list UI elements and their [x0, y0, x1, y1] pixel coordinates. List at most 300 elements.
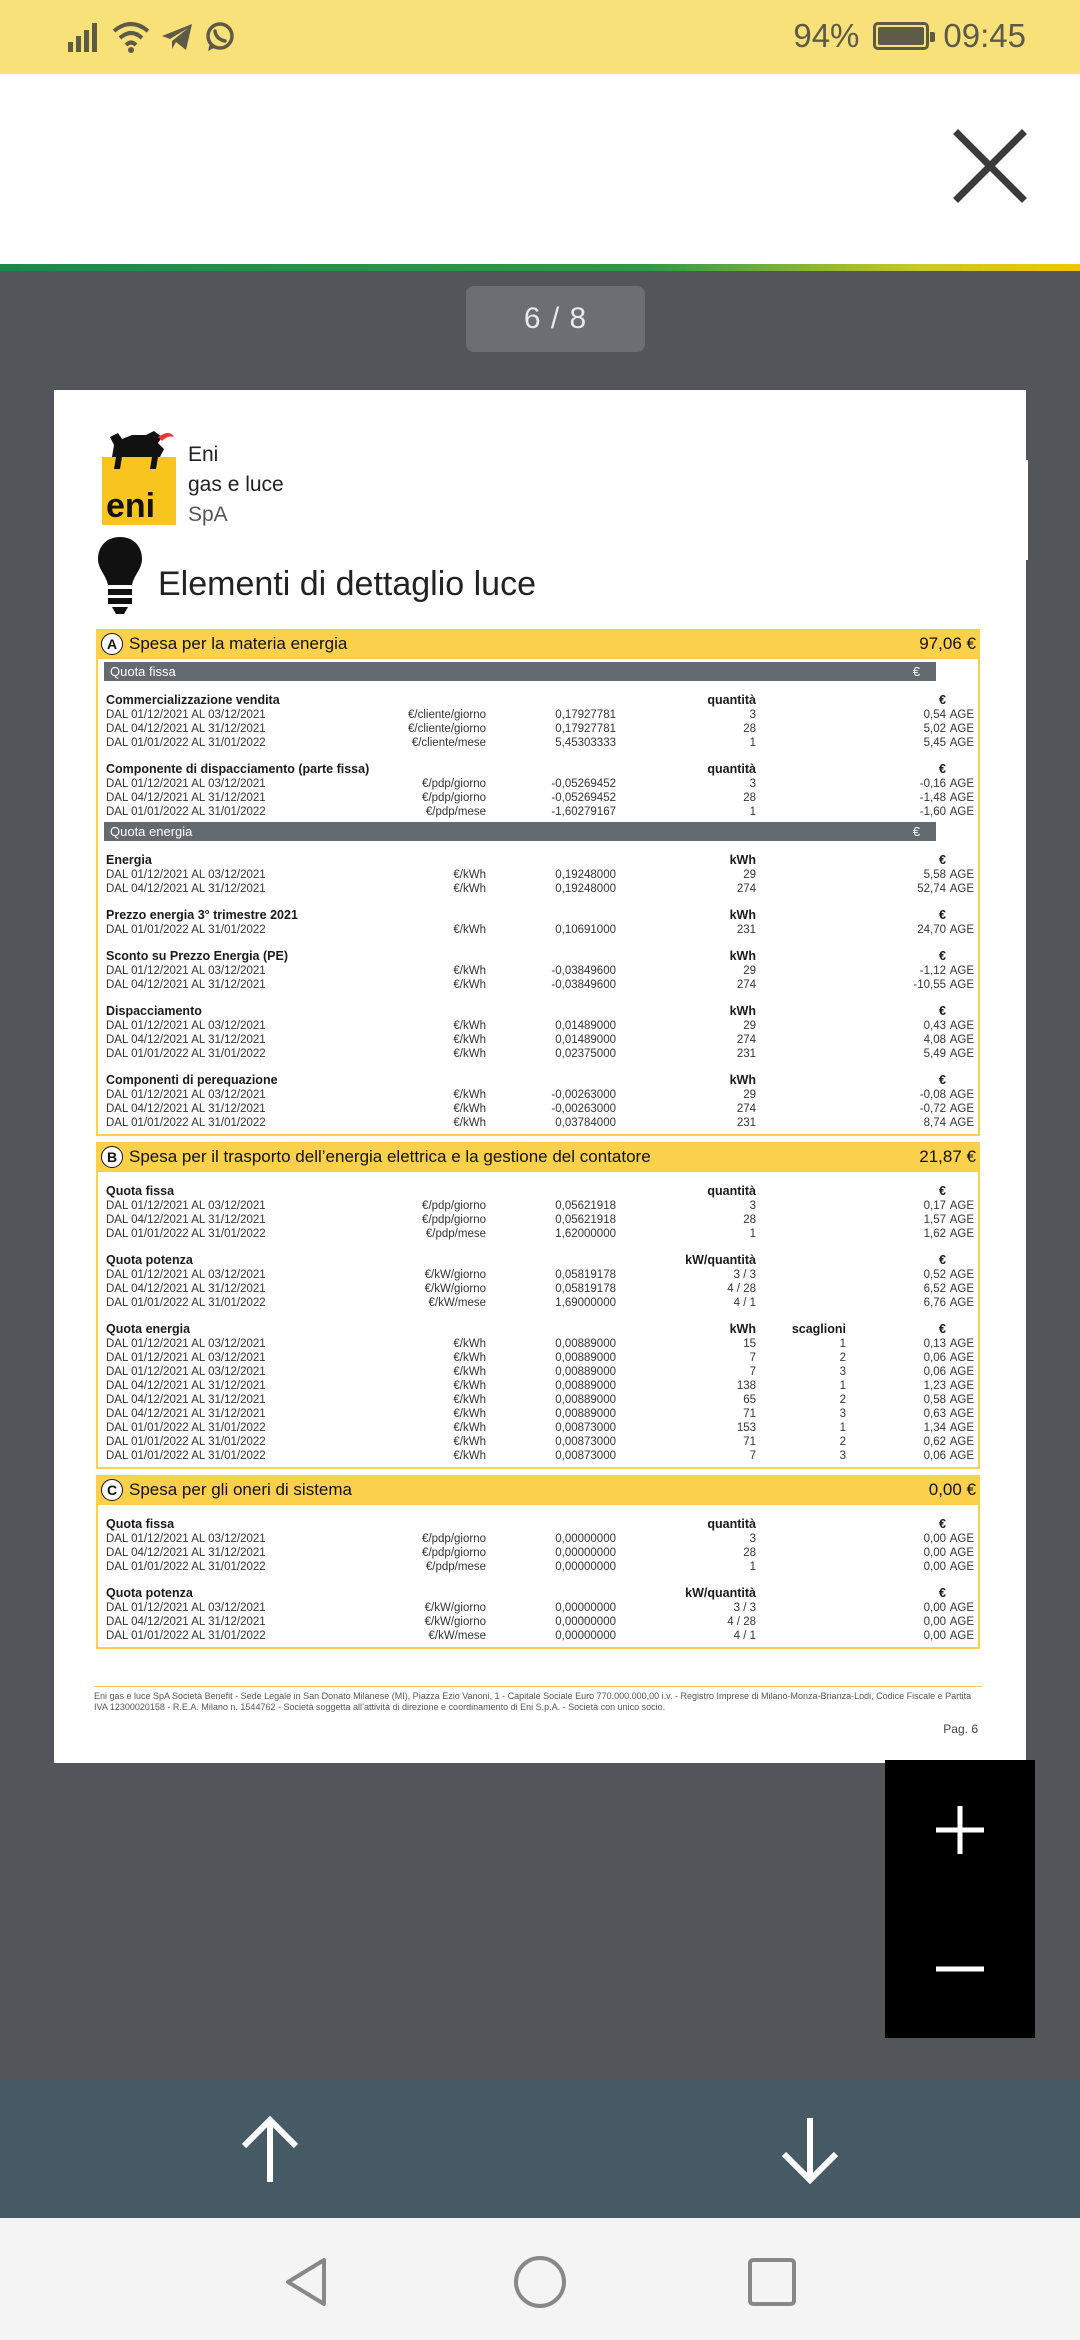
row-quantity: 4 / 28 [727, 1616, 756, 1628]
row-vat-code: AGE [949, 1214, 974, 1226]
company-line: Eni [188, 443, 219, 466]
charge-block-header [106, 1253, 974, 1268]
row-quantity: 7 [749, 1352, 756, 1364]
zoom-in-button[interactable] [885, 1760, 1035, 1899]
group-header-bar [104, 822, 936, 841]
charge-row [106, 882, 974, 896]
row-unit-price: 0,00000000 [555, 1533, 616, 1545]
row-vat-code: AGE [949, 1200, 974, 1212]
charge-block-header [106, 1322, 974, 1337]
row-period: DAL 04/12/2021 AL 31/12/2021 [106, 1034, 266, 1046]
charge-row [106, 1449, 974, 1463]
section-padding [98, 1130, 978, 1134]
row-vat-code: AGE [949, 792, 974, 804]
charge-block [106, 1517, 974, 1574]
section-title-group [101, 633, 347, 655]
row-vat-code: AGE [949, 924, 974, 936]
row-unit: €/kWh [453, 1089, 486, 1101]
row-vat-code: AGE [949, 709, 974, 721]
row-amount: 0,00 [923, 1561, 946, 1573]
row-quantity: 28 [743, 1214, 756, 1226]
row-amount: 6,76 [923, 1297, 946, 1309]
euro-header: € [939, 853, 946, 867]
row-amount: -1,48 [919, 792, 946, 804]
row-vat-code: AGE [949, 869, 974, 881]
group-currency: € [912, 664, 920, 679]
row-unit-price: 0,00000000 [555, 1561, 616, 1573]
row-unit-price: 0,10691000 [555, 924, 616, 936]
row-vat-code: AGE [949, 1338, 974, 1350]
next-page-button[interactable] [770, 2110, 850, 2190]
row-period: DAL 01/12/2021 AL 03/12/2021 [106, 1089, 266, 1101]
quantity-header: kWh [729, 853, 756, 867]
row-tier: 2 [839, 1436, 846, 1448]
page-number: Pag. 6 [943, 1722, 978, 1736]
quantity-header: kW/quantità [685, 1253, 756, 1267]
charge-block [106, 1184, 974, 1241]
charge-block [106, 853, 974, 896]
row-unit: €/pdp/giorno [422, 1214, 486, 1226]
charge-row [106, 1351, 974, 1365]
charge-row [106, 923, 974, 937]
section-header [96, 1475, 980, 1505]
legal-footer: Eni gas e luce SpA Società Benefit - Sede Legale in San Donato Milanese (MI), Piazza Ezio Vanoni, 1 - Capitale Sociale Euro 770.000.000,00 i.v. - Registro Imprese di Milano-Monza-Brianza-Lodi, Codice Fiscale e Partita IVA 12300020158 - R.E.A. Milano n. 1544762 - Società soggetta all’attività di direzione e coordinamento di Eni S.p.A. - Società con unico socio. [94, 1686, 982, 1713]
row-amount: 0,06 [923, 1352, 946, 1364]
row-unit: €/pdp/mese [425, 1561, 486, 1573]
row-quantity: 3 [749, 1533, 756, 1545]
euro-header: € [939, 949, 946, 963]
row-unit-price: 0,01489000 [555, 1034, 616, 1046]
battery-percent: 94% [793, 17, 860, 54]
charge-row [106, 1019, 974, 1033]
section-title-group [101, 1146, 651, 1168]
charge-block [106, 693, 974, 750]
charge-block-header [106, 762, 974, 777]
minus-icon [934, 1943, 986, 1995]
row-period: DAL 04/12/2021 AL 31/12/2021 [106, 1283, 266, 1295]
row-unit-price: 0,05819178 [555, 1283, 616, 1295]
row-period: DAL 01/01/2022 AL 31/01/2022 [106, 1422, 266, 1434]
row-unit-price: 0,19248000 [555, 883, 616, 895]
row-unit-price: 1,62000000 [555, 1228, 616, 1240]
row-tier: 2 [839, 1352, 846, 1364]
charge-row [106, 1282, 974, 1296]
charge-title: Componente di dispacciamento (parte fissa) [106, 762, 370, 776]
section-letter-badge: A [101, 633, 123, 655]
row-vat-code: AGE [949, 1352, 974, 1364]
status-icons [68, 16, 236, 58]
company-line: gas e luce [188, 473, 284, 496]
row-period: DAL 01/12/2021 AL 03/12/2021 [106, 1338, 266, 1350]
row-period: DAL 04/12/2021 AL 31/12/2021 [106, 1616, 266, 1628]
quantity-header: kWh [729, 949, 756, 963]
charge-row [106, 1033, 974, 1047]
row-unit: €/pdp/giorno [422, 778, 486, 790]
quantity-header: kW/quantità [685, 1586, 756, 1600]
quantity-header: kWh [729, 1322, 756, 1336]
row-quantity: 1 [749, 737, 756, 749]
document-title: Elementi di dettaglio luce [158, 565, 537, 603]
row-tier: 2 [839, 1394, 846, 1406]
row-amount: 24,70 [917, 924, 946, 936]
row-amount: 0,63 [923, 1408, 946, 1420]
row-unit-price: 0,00889000 [555, 1352, 616, 1364]
row-unit: €/cliente/giorno [408, 723, 486, 735]
row-period: DAL 01/12/2021 AL 03/12/2021 [106, 1200, 266, 1212]
row-period: DAL 01/12/2021 AL 03/12/2021 [106, 1602, 266, 1614]
row-unit-price: -0,03849600 [551, 965, 616, 977]
charge-row [106, 1116, 974, 1130]
row-amount: -0,72 [919, 1103, 946, 1115]
row-quantity: 71 [743, 1436, 756, 1448]
charge-title: Sconto su Prezzo Energia (PE) [106, 949, 288, 963]
page-indicator: 6 / 8 [466, 286, 645, 352]
charge-title: Commercializzazione vendita [106, 693, 280, 707]
row-unit-price: 0,05819178 [555, 1269, 616, 1281]
charge-row [106, 868, 974, 882]
row-unit: €/pdp/giorno [422, 1533, 486, 1545]
row-amount: 52,74 [917, 883, 946, 895]
row-tier: 1 [839, 1380, 846, 1392]
row-unit: €/kWh [453, 869, 486, 881]
charge-row [106, 1047, 974, 1061]
row-unit-price: -0,05269452 [551, 792, 616, 804]
row-unit-price: 0,00873000 [555, 1450, 616, 1462]
charge-row [106, 1213, 974, 1227]
row-period: DAL 04/12/2021 AL 31/12/2021 [106, 792, 266, 804]
row-unit-price: -0,00263000 [551, 1089, 616, 1101]
row-unit: €/cliente/mese [411, 737, 486, 749]
row-vat-code: AGE [949, 1422, 974, 1434]
row-quantity: 1 [749, 806, 756, 818]
section-amount: 97,06 € [919, 634, 976, 653]
row-unit-price: 0,17927781 [555, 723, 616, 735]
row-unit: €/kWh [453, 1436, 486, 1448]
close-button[interactable] [948, 124, 1032, 208]
charge-title: Quota energia [106, 1322, 191, 1336]
row-quantity: 274 [736, 1034, 756, 1046]
euro-header: € [939, 1322, 946, 1336]
row-amount: 1,34 [923, 1422, 946, 1434]
row-vat-code: AGE [949, 1450, 974, 1462]
battery-icon [873, 22, 929, 50]
row-period: DAL 04/12/2021 AL 31/12/2021 [106, 1408, 266, 1420]
row-amount: -10,55 [913, 979, 946, 991]
charge-block [106, 949, 974, 992]
row-amount: 0,00 [923, 1602, 946, 1614]
row-amount: -0,16 [919, 778, 946, 790]
row-unit-price: 0,00873000 [555, 1422, 616, 1434]
row-period: DAL 01/01/2022 AL 31/01/2022 [106, 924, 266, 936]
charge-title: Quota potenza [106, 1586, 193, 1600]
row-unit: €/pdp/giorno [422, 792, 486, 804]
row-quantity: 71 [743, 1408, 756, 1420]
section-b [96, 1142, 980, 1469]
row-unit-price: 0,00000000 [555, 1630, 616, 1642]
charge-row [106, 1088, 974, 1102]
section-padding [98, 1643, 978, 1647]
row-vat-code: AGE [949, 723, 974, 735]
row-quantity: 15 [743, 1338, 756, 1350]
row-unit: €/kWh [453, 1020, 486, 1032]
arrow-down-icon [770, 2110, 850, 2190]
row-period: DAL 04/12/2021 AL 31/12/2021 [106, 979, 266, 991]
charge-block [106, 908, 974, 937]
row-period: DAL 04/12/2021 AL 31/12/2021 [106, 1214, 266, 1226]
charge-title: Quota potenza [106, 1253, 193, 1267]
row-vat-code: AGE [949, 1436, 974, 1448]
row-unit: €/kW/giorno [424, 1283, 486, 1295]
euro-header: € [939, 1073, 946, 1087]
row-period: DAL 04/12/2021 AL 31/12/2021 [106, 1380, 266, 1392]
charge-block [106, 1322, 974, 1463]
section-amount: 21,87 € [919, 1147, 976, 1166]
row-period: DAL 04/12/2021 AL 31/12/2021 [106, 1394, 266, 1406]
row-amount: 1,62 [923, 1228, 946, 1240]
eni-logo [102, 427, 176, 525]
group-label: Quota fissa [110, 664, 176, 679]
row-tier: 1 [839, 1338, 846, 1350]
row-period: DAL 01/12/2021 AL 03/12/2021 [106, 1269, 266, 1281]
row-unit: €/kW/giorno [424, 1269, 486, 1281]
charge-title: Componenti di perequazione [106, 1073, 278, 1087]
row-unit: €/cliente/giorno [408, 709, 486, 721]
row-vat-code: AGE [949, 1561, 974, 1573]
row-vat-code: AGE [949, 1020, 974, 1032]
row-unit-price: 0,01489000 [555, 1020, 616, 1032]
charge-block [106, 1073, 974, 1130]
charge-block-header [106, 1586, 974, 1601]
charge-row [106, 1393, 974, 1407]
page-navigation-bar [0, 2080, 1080, 2218]
row-unit: €/kWh [453, 965, 486, 977]
row-vat-code: AGE [949, 1283, 974, 1295]
quantity-header: kWh [729, 908, 756, 922]
row-amount: 0,00 [923, 1533, 946, 1545]
charge-title: Quota fissa [106, 1517, 175, 1531]
section-letter-badge: C [101, 1479, 123, 1501]
row-amount: 1,57 [923, 1214, 946, 1226]
row-amount: 8,74 [923, 1117, 946, 1129]
charge-row [106, 1546, 974, 1560]
charge-row [106, 1407, 974, 1421]
row-unit: €/kW/giorno [424, 1616, 486, 1628]
row-amount: 0,00 [923, 1630, 946, 1642]
status-right [793, 14, 1026, 58]
euro-header: € [939, 693, 946, 707]
charge-title: Energia [106, 853, 152, 867]
row-vat-code: AGE [949, 1630, 974, 1642]
row-quantity: 28 [743, 1547, 756, 1559]
row-unit-price: 0,05621918 [555, 1200, 616, 1212]
row-quantity: 7 [749, 1450, 756, 1462]
charge-row [106, 1227, 974, 1241]
row-vat-code: AGE [949, 1602, 974, 1614]
row-unit: €/kWh [453, 883, 486, 895]
row-unit: €/kWh [453, 1338, 486, 1350]
row-unit: €/kW/mese [428, 1630, 486, 1642]
row-amount: 0,06 [923, 1450, 946, 1462]
row-unit-price: 0,00889000 [555, 1394, 616, 1406]
row-quantity: 274 [736, 979, 756, 991]
row-vat-code: AGE [949, 1117, 974, 1129]
row-unit: €/kWh [453, 1450, 486, 1462]
row-unit-price: -0,03849600 [551, 979, 616, 991]
row-amount: 5,45 [923, 737, 946, 749]
row-unit: €/kW/mese [428, 1297, 486, 1309]
whatsapp-icon [204, 21, 236, 53]
row-quantity: 1 [749, 1228, 756, 1240]
row-amount: 0,62 [923, 1436, 946, 1448]
charge-row [106, 1615, 974, 1629]
previous-page-button[interactable] [230, 2110, 310, 2190]
charge-block [106, 1586, 974, 1643]
row-quantity: 1 [749, 1561, 756, 1573]
row-vat-code: AGE [949, 1547, 974, 1559]
row-period: DAL 01/12/2021 AL 03/12/2021 [106, 1352, 266, 1364]
page-edge [1026, 460, 1028, 560]
home-circle-icon [512, 2254, 568, 2310]
euro-header: € [939, 1517, 946, 1531]
row-unit-price: -1,60279167 [551, 806, 616, 818]
row-period: DAL 01/12/2021 AL 03/12/2021 [106, 1366, 266, 1378]
charge-row [106, 736, 974, 750]
charge-block-header [106, 693, 974, 708]
row-quantity: 138 [736, 1380, 756, 1392]
row-unit-price: 0,00889000 [555, 1408, 616, 1420]
row-unit: €/kWh [453, 1422, 486, 1434]
row-amount: -1,60 [919, 806, 946, 818]
charge-row [106, 1421, 974, 1435]
status-bar [0, 0, 1080, 74]
charge-row [106, 1296, 974, 1310]
row-unit-price: 0,00889000 [555, 1380, 616, 1392]
row-tier: 3 [839, 1408, 846, 1420]
charge-row [106, 964, 974, 978]
row-vat-code: AGE [949, 1089, 974, 1101]
row-quantity: 7 [749, 1366, 756, 1378]
home-button[interactable] [512, 2254, 568, 2310]
row-unit: €/kWh [453, 1034, 486, 1046]
zoom-controls [885, 1760, 1035, 2038]
quantity-header: kWh [729, 1073, 756, 1087]
charge-block-header [106, 1004, 974, 1019]
svg-text:eni: eni [106, 487, 156, 525]
plus-icon [934, 1804, 986, 1856]
document-page[interactable] [54, 390, 1026, 1763]
row-amount: 0,43 [923, 1020, 946, 1032]
row-period: DAL 01/12/2021 AL 03/12/2021 [106, 965, 266, 977]
charge-row [106, 791, 974, 805]
row-amount: 4,08 [923, 1034, 946, 1046]
row-unit: €/kWh [453, 1380, 486, 1392]
charge-row [106, 1102, 974, 1116]
row-unit-price: 0,03784000 [555, 1117, 616, 1129]
tier-header: scaglioni [791, 1322, 846, 1336]
row-vat-code: AGE [949, 1380, 974, 1392]
sections [96, 629, 980, 1649]
row-tier: 3 [839, 1366, 846, 1378]
charge-block-header [106, 1517, 974, 1532]
row-unit: €/kWh [453, 979, 486, 991]
row-quantity: 28 [743, 723, 756, 735]
row-unit: €/kWh [453, 1366, 486, 1378]
row-vat-code: AGE [949, 737, 974, 749]
row-unit: €/pdp/mese [425, 806, 486, 818]
charge-block-header [106, 949, 974, 964]
row-unit-price: -0,00263000 [551, 1103, 616, 1115]
row-quantity: 153 [736, 1422, 756, 1434]
row-period: DAL 01/01/2022 AL 31/01/2022 [106, 1117, 266, 1129]
charge-block-header [106, 1184, 974, 1199]
row-amount: 0,00 [923, 1616, 946, 1628]
row-period: DAL 04/12/2021 AL 31/12/2021 [106, 1103, 266, 1115]
zoom-out-button[interactable] [885, 1899, 1035, 2038]
row-amount: 5,49 [923, 1048, 946, 1060]
back-button[interactable] [280, 2254, 336, 2310]
charge-block-header [106, 1073, 974, 1088]
accent-stripe [0, 264, 1080, 271]
row-vat-code: AGE [949, 1394, 974, 1406]
section-a [96, 629, 980, 1136]
charge-title: Prezzo energia 3° trimestre 2021 [106, 908, 298, 922]
row-period: DAL 01/12/2021 AL 03/12/2021 [106, 1020, 266, 1032]
row-quantity: 274 [736, 883, 756, 895]
charge-block-header [106, 908, 974, 923]
row-vat-code: AGE [949, 979, 974, 991]
charge-row [106, 1601, 974, 1615]
row-vat-code: AGE [949, 1228, 974, 1240]
row-amount: 6,52 [923, 1283, 946, 1295]
row-quantity: 3 [749, 709, 756, 721]
charge-row [106, 708, 974, 722]
row-amount: 0,52 [923, 1269, 946, 1281]
row-amount: 0,06 [923, 1366, 946, 1378]
recents-button[interactable] [744, 2254, 800, 2310]
charge-block-header [106, 853, 974, 868]
row-period: DAL 01/01/2022 AL 31/01/2022 [106, 1630, 266, 1642]
euro-header: € [939, 1004, 946, 1018]
row-unit-price: 0,02375000 [555, 1048, 616, 1060]
row-quantity: 231 [736, 1048, 756, 1060]
lightbulb-icon [96, 535, 144, 615]
row-tier: 1 [839, 1422, 846, 1434]
row-unit-price: 1,69000000 [555, 1297, 616, 1309]
euro-header: € [939, 908, 946, 922]
telegram-icon [160, 22, 194, 52]
row-unit-price: 0,17927781 [555, 709, 616, 721]
charge-row [106, 805, 974, 819]
row-period: DAL 01/01/2022 AL 31/01/2022 [106, 1450, 266, 1462]
row-vat-code: AGE [949, 883, 974, 895]
charge-row [106, 1337, 974, 1351]
row-amount: 0,00 [923, 1547, 946, 1559]
row-quantity: 29 [743, 965, 756, 977]
recents-square-icon [744, 2254, 800, 2310]
row-period: DAL 01/01/2022 AL 31/01/2022 [106, 1297, 266, 1309]
signal-icon [68, 22, 102, 52]
section-title-group [101, 1479, 352, 1501]
row-period: DAL 01/12/2021 AL 03/12/2021 [106, 778, 266, 790]
row-quantity: 231 [736, 924, 756, 936]
title-row [96, 535, 980, 623]
row-unit-price: 0,00889000 [555, 1338, 616, 1350]
row-quantity: 65 [743, 1394, 756, 1406]
row-amount: 5,02 [923, 723, 946, 735]
charge-row [106, 1560, 974, 1574]
section-amount: 0,00 € [928, 1480, 976, 1499]
charge-title: Dispacciamento [106, 1004, 202, 1018]
